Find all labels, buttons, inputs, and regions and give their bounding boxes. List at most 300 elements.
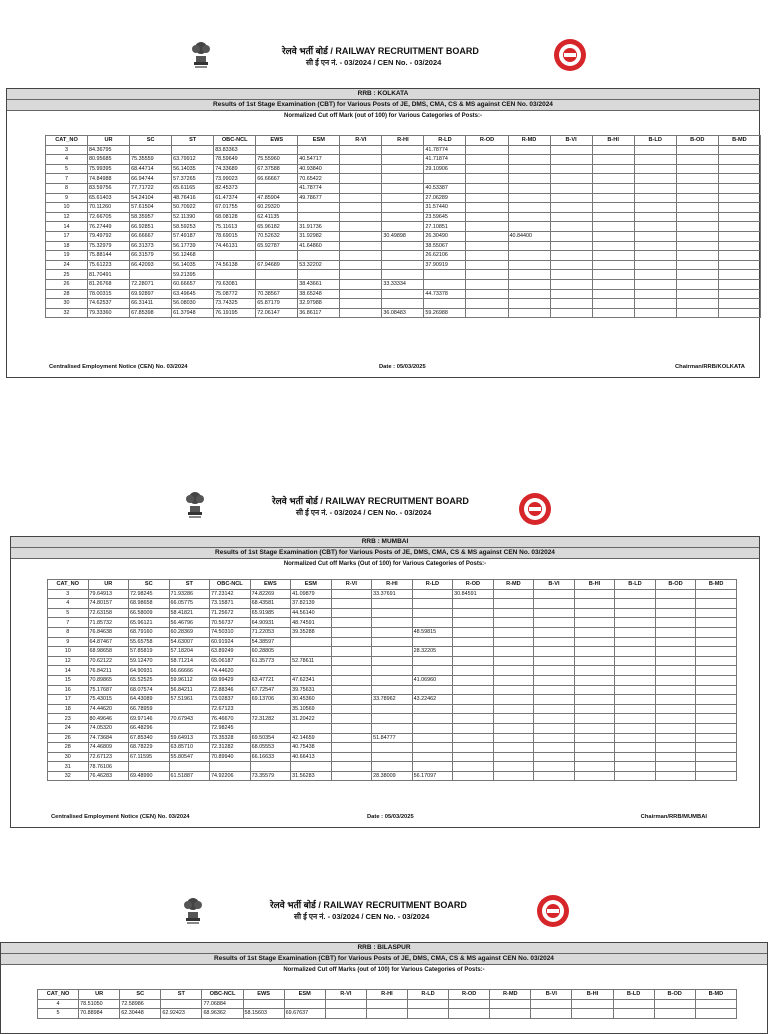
cutoff-cell: 27.10851 — [424, 222, 466, 232]
cutoff-cell: 74.56138 — [214, 260, 256, 270]
result-notice-mumbai — [0, 480, 768, 830]
cutoff-cell: 68.44714 — [130, 164, 172, 174]
cutoff-cell — [210, 762, 251, 772]
cutoff-cell — [592, 279, 634, 289]
cutoff-cell — [550, 183, 592, 193]
cutoff-cell — [534, 704, 575, 714]
cutoff-cell — [331, 666, 372, 676]
cutoff-cell — [366, 999, 407, 1009]
cutoff-cell: 41.09879 — [291, 589, 332, 599]
cutoff-cell — [615, 608, 656, 618]
cutoff-cell — [412, 637, 453, 647]
cutoff-cell — [508, 260, 550, 270]
cutoff-cell: 64.87467 — [88, 637, 129, 647]
cutoff-cell: 50.70922 — [172, 203, 214, 213]
table-row — [46, 308, 761, 318]
cutoff-cell — [250, 704, 291, 714]
cutoff-cell: 68.98658 — [129, 599, 170, 609]
cat-no-cell: 24 — [46, 260, 88, 270]
table-row — [48, 743, 737, 753]
cutoff-cell — [550, 231, 592, 241]
cutoff-cell: 65.61403 — [88, 193, 130, 203]
cat-no-cell: 28 — [46, 289, 88, 299]
cutoff-cell: 57.51961 — [169, 695, 210, 705]
cutoff-cell: 66.31411 — [130, 299, 172, 309]
cutoff-cell — [696, 752, 737, 762]
cutoff-cell: 78.00315 — [88, 289, 130, 299]
cutoff-cell: 64.90931 — [129, 666, 170, 676]
cutoff-cell: 37.90919 — [424, 260, 466, 270]
cutoff-cell — [615, 695, 656, 705]
cutoff-cell — [256, 145, 298, 155]
cutoff-cell: 68.79160 — [129, 627, 170, 637]
cutoff-cell — [592, 299, 634, 309]
cutoff-cell — [453, 695, 494, 705]
column-header: SC — [120, 990, 161, 1000]
cutoff-cell — [466, 289, 508, 299]
cutoff-cell: 52.11390 — [172, 212, 214, 222]
cutoff-cell: 55.80547 — [169, 752, 210, 762]
cutoff-cell — [291, 723, 332, 733]
cutoff-cell: 73.99023 — [214, 174, 256, 184]
cutoff-cell — [407, 1009, 448, 1019]
cutoff-table — [37, 989, 737, 1019]
cutoff-cell — [284, 999, 325, 1009]
cutoff-cell — [574, 743, 615, 753]
cutoff-cell: 47.62341 — [291, 675, 332, 685]
cat-no-cell: 12 — [46, 212, 88, 222]
cutoff-cell: 60.91924 — [210, 637, 251, 647]
cutoff-cell: 27.06289 — [424, 193, 466, 203]
cutoff-cell: 63.49645 — [172, 289, 214, 299]
cutoff-cell: 65.52525 — [129, 675, 170, 685]
column-header: B-LD — [613, 990, 654, 1000]
cutoff-cell: 48.59815 — [412, 627, 453, 637]
cutoff-cell — [615, 723, 656, 733]
cutoff-cell — [696, 695, 737, 705]
column-header: ESM — [284, 990, 325, 1000]
indian-railways-logo-icon — [536, 894, 570, 928]
cutoff-cell — [718, 222, 760, 232]
cutoff-cell — [508, 183, 550, 193]
cutoff-cell — [655, 685, 696, 695]
cutoff-cell — [490, 1009, 531, 1019]
cutoff-cell — [696, 714, 737, 724]
cutoff-cell — [695, 999, 736, 1009]
table-row — [48, 608, 737, 618]
cutoff-cell — [574, 656, 615, 666]
cutoff-cell — [634, 231, 676, 241]
cutoff-cell — [634, 193, 676, 203]
table-row — [48, 666, 737, 676]
cat-no-cell: 31 — [48, 762, 89, 772]
table-row — [46, 251, 761, 261]
cutoff-cell: 72.98245 — [210, 723, 251, 733]
cutoff-cell: 26.30490 — [424, 231, 466, 241]
cutoff-cell: 66.94744 — [130, 174, 172, 184]
cutoff-cell: 59.64913 — [169, 733, 210, 743]
cutoff-cell — [340, 212, 382, 222]
cutoff-cell: 39.35288 — [291, 627, 332, 637]
cutoff-cell — [453, 743, 494, 753]
table-row — [48, 599, 737, 609]
table-body — [38, 999, 737, 1018]
cutoff-cell: 69.97146 — [129, 714, 170, 724]
cutoff-cell — [466, 145, 508, 155]
cutoff-cell: 66.66667 — [130, 231, 172, 241]
cutoff-cell — [372, 627, 413, 637]
cutoff-cell — [634, 183, 676, 193]
cutoff-cell — [508, 212, 550, 222]
table-row — [46, 164, 761, 174]
cutoff-cell — [676, 279, 718, 289]
cutoff-cell — [340, 251, 382, 261]
cutoff-cell — [550, 203, 592, 213]
cutoff-cell — [615, 675, 656, 685]
cutoff-cell — [531, 1009, 572, 1019]
column-header: B-VI — [550, 136, 592, 146]
cutoff-cell — [382, 193, 424, 203]
cutoff-cell — [453, 752, 494, 762]
cutoff-cell — [453, 666, 494, 676]
cutoff-cell — [696, 647, 737, 657]
cutoff-cell: 57.61504 — [130, 203, 172, 213]
cutoff-cell — [634, 145, 676, 155]
cutoff-cell — [655, 627, 696, 637]
cutoff-cell — [534, 762, 575, 772]
cutoff-cell: 42.14659 — [291, 733, 332, 743]
cutoff-cell — [331, 752, 372, 762]
cat-no-cell: 10 — [46, 203, 88, 213]
cutoff-cell — [534, 656, 575, 666]
national-emblem-icon — [182, 486, 208, 520]
table-row — [48, 704, 737, 714]
column-header: SC — [130, 136, 172, 146]
notice-header — [0, 888, 768, 936]
cutoff-cell — [493, 733, 534, 743]
cutoff-cell: 71.25672 — [210, 608, 251, 618]
rrb-name: RRB : MUMBAI — [11, 537, 759, 548]
cutoff-cell — [534, 723, 575, 733]
cutoff-cell — [615, 647, 656, 657]
cutoff-cell: 68.98658 — [88, 647, 129, 657]
cutoff-cell — [453, 656, 494, 666]
results-sheet — [10, 536, 760, 828]
cutoff-cell: 28.38009 — [372, 771, 413, 781]
cutoff-cell: 66.92851 — [130, 222, 172, 232]
column-header: R-MD — [493, 580, 534, 590]
cat-no-cell: 5 — [48, 608, 89, 618]
cutoff-cell: 72.28071 — [130, 279, 172, 289]
column-header: ESM — [298, 136, 340, 146]
cutoff-cell — [615, 599, 656, 609]
cutoff-cell — [592, 203, 634, 213]
cutoff-cell — [696, 771, 737, 781]
cutoff-cell — [534, 608, 575, 618]
cutoff-cell: 41.06960 — [412, 675, 453, 685]
cutoff-cell: 65.91985 — [250, 608, 291, 618]
cutoff-cell — [634, 155, 676, 165]
cutoff-cell: 75.17687 — [88, 685, 129, 695]
cutoff-cell — [372, 714, 413, 724]
cutoff-cell: 72.88346 — [210, 685, 251, 695]
cutoff-cell: 33.33334 — [382, 279, 424, 289]
cutoff-cell — [696, 608, 737, 618]
cutoff-cell — [256, 279, 298, 289]
footer-chairman: Chairman/RRB/MUMBAI — [640, 814, 707, 820]
cutoff-cell — [453, 762, 494, 772]
cutoff-cell: 63.85710 — [169, 743, 210, 753]
cutoff-cell — [412, 618, 453, 628]
cutoff-cell: 70.89865 — [88, 675, 129, 685]
cutoff-cell — [449, 1009, 490, 1019]
cutoff-cell — [718, 231, 760, 241]
column-header: R-VI — [325, 990, 366, 1000]
cutoff-cell — [696, 675, 737, 685]
cutoff-cell — [676, 174, 718, 184]
cutoff-cell: 67.11595 — [129, 752, 170, 762]
cutoff-cell — [655, 714, 696, 724]
cutoff-cell: 72.63158 — [88, 608, 129, 618]
cutoff-cell: 68.43581 — [250, 599, 291, 609]
cat-no-cell: 4 — [48, 599, 89, 609]
cutoff-cell: 36.08483 — [382, 308, 424, 318]
cutoff-cell: 58.35957 — [130, 212, 172, 222]
cutoff-cell — [169, 723, 210, 733]
cutoff-cell: 66.42093 — [130, 260, 172, 270]
cat-no-cell: 5 — [46, 164, 88, 174]
table-row — [48, 627, 737, 637]
board-subtitle: सी ई एन नं. - 03/2024 / CEN No. - 03/2024 — [296, 508, 432, 517]
table-row — [48, 752, 737, 762]
results-title: Results of 1st Stage Examination (CBT) for Various Posts of JE, DMS, CMA, CS & MS against CEN No. 03/2024 — [7, 100, 759, 111]
cutoff-cell: 56.17097 — [412, 771, 453, 781]
cutoff-cell — [676, 183, 718, 193]
cutoff-cell: 54.38597 — [250, 637, 291, 647]
cutoff-cell: 79.33360 — [88, 308, 130, 318]
cutoff-cell — [453, 685, 494, 695]
cutoff-cell — [508, 279, 550, 289]
cat-no-cell: 4 — [46, 155, 88, 165]
cutoff-cell: 81.26768 — [88, 279, 130, 289]
cutoff-cell — [412, 723, 453, 733]
results-title: Results of 1st Stage Examination (CBT) for Various Posts of JE, DMS, CMA, CS & MS against CEN No. 03/2024 — [11, 548, 759, 559]
cutoff-cell — [550, 289, 592, 299]
cutoff-cell: 56.14035 — [172, 164, 214, 174]
cutoff-cell — [214, 251, 256, 261]
column-header: B-OD — [655, 580, 696, 590]
cutoff-cell: 41.64860 — [298, 241, 340, 251]
cutoff-cell — [655, 743, 696, 753]
cutoff-cell — [453, 599, 494, 609]
cutoff-cell — [372, 723, 413, 733]
cutoff-cell: 56.17739 — [172, 241, 214, 251]
cat-no-cell: 8 — [48, 627, 89, 637]
column-header: R-MD — [508, 136, 550, 146]
cutoff-cell: 65.61165 — [172, 183, 214, 193]
column-header: ST — [169, 580, 210, 590]
cutoff-cell — [574, 618, 615, 628]
cutoff-cell: 67.72547 — [250, 685, 291, 695]
cutoff-cell — [592, 145, 634, 155]
cutoff-cell: 47.85904 — [256, 193, 298, 203]
table-row — [48, 618, 737, 628]
cutoff-cell — [574, 723, 615, 733]
cutoff-cell: 44.56140 — [291, 608, 332, 618]
cutoff-cell — [550, 164, 592, 174]
cutoff-cell — [366, 1009, 407, 1019]
cutoff-cell — [382, 145, 424, 155]
cutoff-cell: 56.14035 — [172, 260, 214, 270]
cutoff-cell: 44.73378 — [424, 289, 466, 299]
board-title: रेलवे भर्ती बोर्ड / RAILWAY RECRUITMENT BOARD — [272, 496, 469, 506]
cutoff-cell: 84.36795 — [88, 145, 130, 155]
cutoff-cell — [550, 308, 592, 318]
column-header: B-HI — [574, 580, 615, 590]
cutoff-cell: 59.21395 — [172, 270, 214, 280]
cutoff-cell — [412, 666, 453, 676]
cutoff-cell: 79.49792 — [88, 231, 130, 241]
cutoff-cell: 58.71214 — [169, 656, 210, 666]
results-sheet — [6, 88, 760, 378]
cutoff-cell — [655, 599, 696, 609]
cutoff-cell: 74.50310 — [210, 627, 251, 637]
cutoff-cell — [696, 685, 737, 695]
indian-railways-logo-icon — [553, 38, 587, 72]
cutoff-cell: 33.37691 — [372, 589, 413, 599]
cutoff-cell: 63.79912 — [172, 155, 214, 165]
cutoff-cell — [493, 752, 534, 762]
cutoff-cell — [331, 608, 372, 618]
table-row — [48, 647, 737, 657]
cutoff-cell — [331, 723, 372, 733]
cutoff-cell — [655, 704, 696, 714]
cutoff-cell — [466, 241, 508, 251]
cat-no-cell: 3 — [48, 589, 89, 599]
cutoff-cell — [718, 174, 760, 184]
cat-no-cell: 7 — [48, 618, 89, 628]
cutoff-cell — [424, 279, 466, 289]
cutoff-cell — [331, 743, 372, 753]
cutoff-cell: 74.44620 — [210, 666, 251, 676]
cat-no-cell: 12 — [48, 656, 89, 666]
cutoff-cell — [256, 183, 298, 193]
cutoff-cell — [424, 270, 466, 280]
cutoff-cell — [331, 627, 372, 637]
cutoff-cell — [493, 647, 534, 657]
cutoff-cell — [655, 618, 696, 628]
cutoff-cell — [574, 627, 615, 637]
cutoff-cell: 72.58986 — [120, 999, 161, 1009]
cutoff-cell: 30.45360 — [291, 695, 332, 705]
cutoff-cell: 41.78774 — [298, 183, 340, 193]
cutoff-cell — [534, 618, 575, 628]
cutoff-cell — [493, 771, 534, 781]
cutoff-cell — [615, 743, 656, 753]
cutoff-cell — [550, 260, 592, 270]
cutoff-cell — [634, 203, 676, 213]
footer-date: Date : 05/03/2025 — [367, 814, 414, 820]
cutoff-cell: 72.98245 — [129, 589, 170, 599]
cutoff-cell — [695, 1009, 736, 1019]
cutoff-cell: 30.84591 — [453, 589, 494, 599]
cutoff-cell — [340, 241, 382, 251]
cutoff-cell: 66.31373 — [130, 241, 172, 251]
cat-no-cell: 25 — [46, 270, 88, 280]
cutoff-cell: 61.35773 — [250, 656, 291, 666]
column-header: B-LD — [634, 136, 676, 146]
cutoff-cell: 73.35328 — [210, 733, 251, 743]
rrb-name: RRB : BILASPUR — [1, 943, 767, 954]
cutoff-cell — [718, 241, 760, 251]
cutoff-cell — [634, 164, 676, 174]
cutoff-cell — [574, 675, 615, 685]
cutoff-cell: 72.66705 — [88, 212, 130, 222]
cutoff-table — [45, 135, 761, 318]
cutoff-cell — [331, 695, 372, 705]
cutoff-cell — [676, 270, 718, 280]
cutoff-cell — [634, 270, 676, 280]
column-header: UR — [88, 136, 130, 146]
cutoff-cell — [372, 675, 413, 685]
cutoff-cell — [382, 251, 424, 261]
cutoff-cell — [382, 174, 424, 184]
cutoff-cell — [592, 260, 634, 270]
cutoff-cell: 76.27449 — [88, 222, 130, 232]
cutoff-cell — [508, 203, 550, 213]
cutoff-cell — [615, 656, 656, 666]
cutoff-cell: 75.11613 — [214, 222, 256, 232]
cutoff-cell — [331, 733, 372, 743]
cat-no-cell: 16 — [48, 685, 89, 695]
results-title: Results of 1st Stage Examination (CBT) for Various Posts of JE, DMS, CMA, CS & MS against CEN No. 03/2024 — [1, 954, 767, 965]
cutoff-cell: 79.63081 — [214, 279, 256, 289]
cutoff-cell — [466, 222, 508, 232]
cutoff-cell: 78.76106 — [88, 762, 129, 772]
table-row — [48, 733, 737, 743]
cutoff-cell — [696, 762, 737, 772]
cutoff-cell — [550, 279, 592, 289]
cutoff-cell: 60.28805 — [250, 647, 291, 657]
cutoff-cell: 72.67123 — [88, 752, 129, 762]
cutoff-cell — [592, 212, 634, 222]
cutoff-cell: 69.67637 — [284, 1009, 325, 1019]
cutoff-cell — [169, 704, 210, 714]
table-subtitle: Normalized Cut off Marks (out of 100) for Various Categories of Posts:- — [1, 965, 767, 975]
cutoff-cell — [574, 637, 615, 647]
cutoff-cell — [372, 608, 413, 618]
cutoff-cell: 75.43015 — [88, 695, 129, 705]
cutoff-cell — [634, 174, 676, 184]
cutoff-cell — [718, 183, 760, 193]
cutoff-cell — [331, 589, 372, 599]
column-header: B-VI — [531, 990, 572, 1000]
footer-cen: Centralised Employment Notice (CEN) No. 03/2024 — [51, 814, 190, 820]
cutoff-cell — [493, 675, 534, 685]
cutoff-cell: 31.91736 — [298, 222, 340, 232]
cutoff-cell: 75.35559 — [130, 155, 172, 165]
cutoff-cell — [550, 222, 592, 232]
cutoff-cell — [382, 270, 424, 280]
cutoff-cell: 28.32205 — [412, 647, 453, 657]
cutoff-cell — [534, 752, 575, 762]
cutoff-cell — [407, 999, 448, 1009]
column-header: OBC-NCL — [210, 580, 251, 590]
cat-no-cell: 4 — [38, 999, 79, 1009]
cat-no-cell: 15 — [48, 675, 89, 685]
cutoff-cell: 57.37265 — [172, 174, 214, 184]
cutoff-cell: 75.08772 — [214, 289, 256, 299]
